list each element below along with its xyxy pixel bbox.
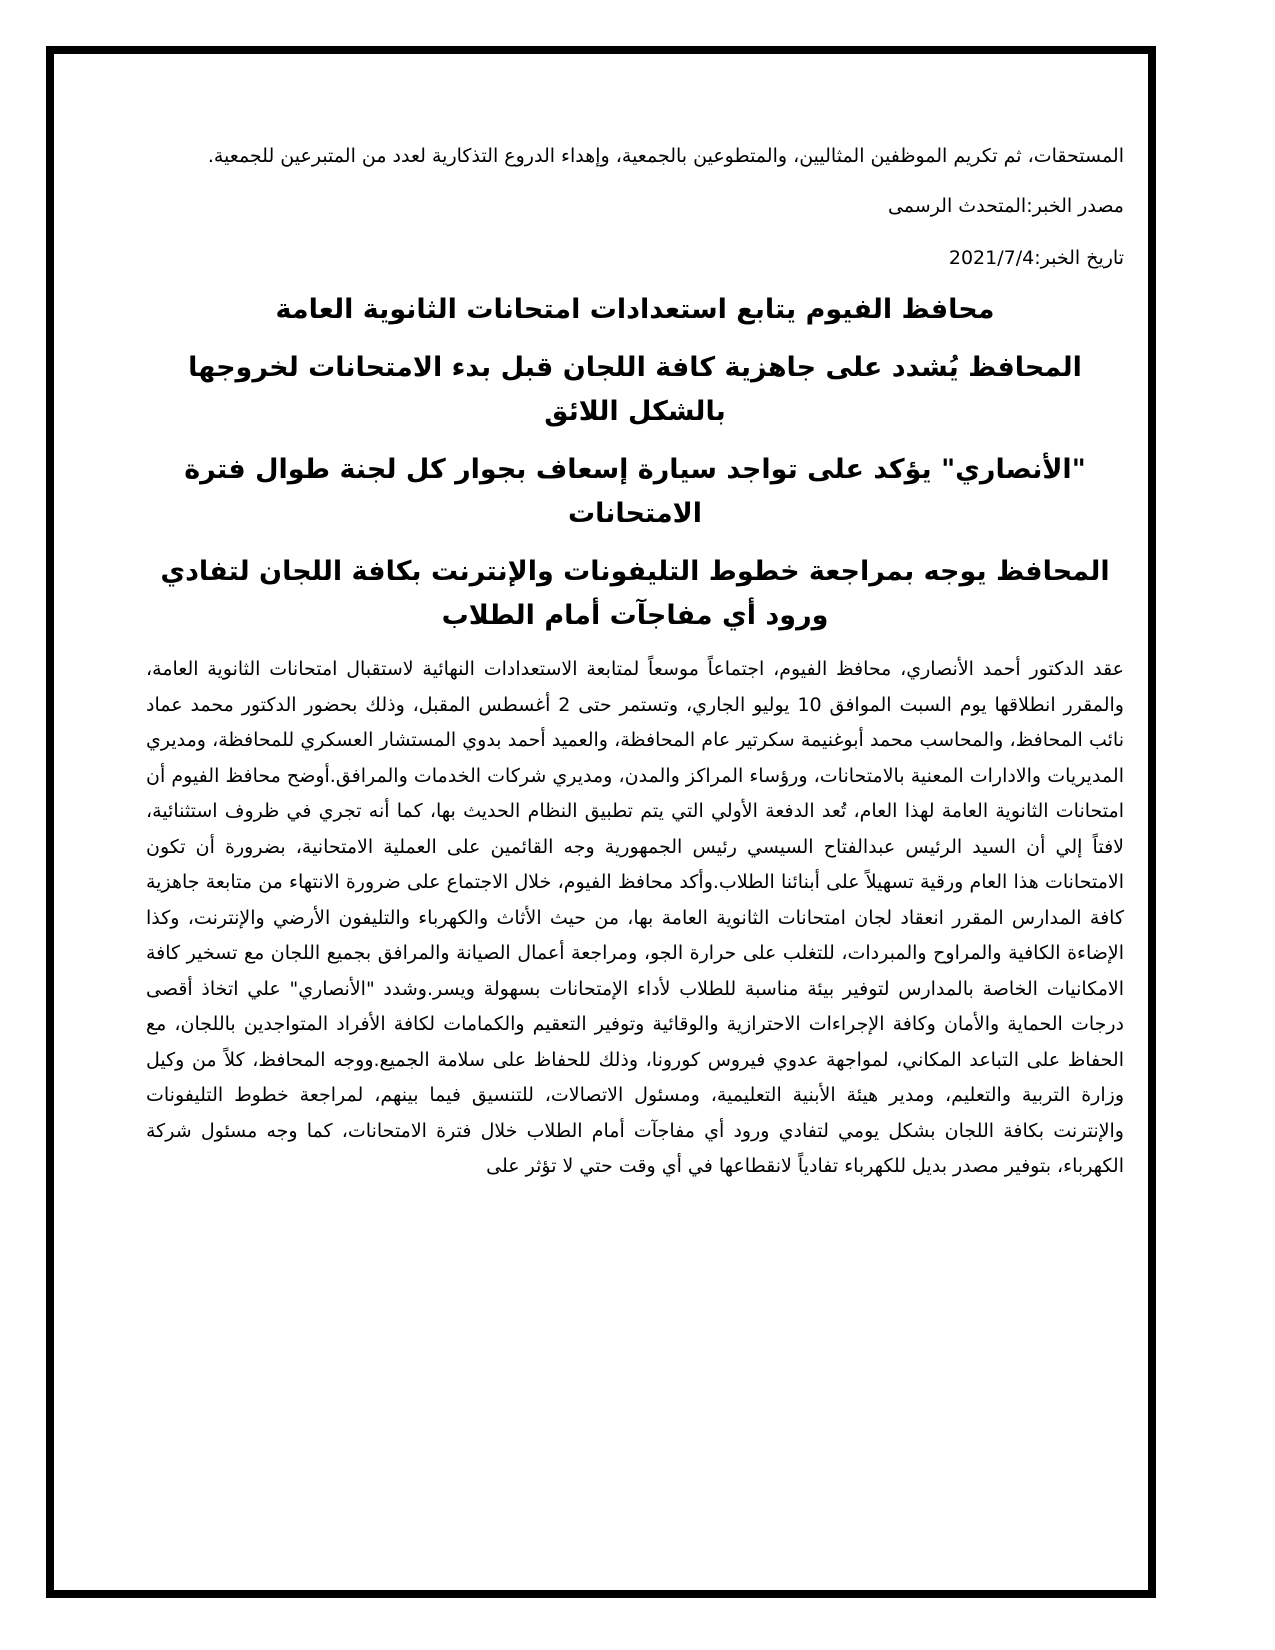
headline-sub-3: المحافظ يوجه بمراجعة خطوط التليفونات والإنترنت بكافة اللجان لتفادي ورود أي مفاجآت أمام الطلاب — [160, 556, 1110, 631]
news-date: تاريخ الخبر:2021/7/4 — [948, 247, 1124, 269]
headline-sub-1: المحافظ يُشدد على جاهزية كافة اللجان قبل بدء الامتحانات لخروجها بالشكل اللائق — [188, 352, 1082, 427]
document-content — [146, 140, 1124, 1185]
intro-paragraph: المستحقات، ثم تكريم الموظفين المثاليين، والمتطوعين بالجمعية، وإهداء الدروع التذكارية لعدد من المتبرعين للجمعية. — [207, 145, 1124, 167]
headline-sub-2: "الأنصاري" يؤكد على تواجد سيارة إسعاف بجوار كل لجنة طوال فترة الامتحانات — [184, 454, 1086, 529]
headline-main: محافظ الفيوم يتابع استعدادات امتحانات الثانوية العامة — [275, 294, 995, 325]
body-paragraph: عقد الدكتور أحمد الأنصاري، محافظ الفيوم، اجتماعاً موسعاً لمتابعة الاستعدادات النهائية لاستقبال امتحانات الثانوية العامة، والمقرر انطلاقها يوم السبت الموافق 10 يوليو الجاري، وتستمر حتى 2 أغسطس المقبل، وذلك بحضور الدكتور محمد عماد نائب المحافظ، والمحاسب محمد أبوغنيمة سكرتير عام المحافظة، والعميد أحمد بدوي المستشار العسكري للمحافظة، ومديري المديريات والادارات المعنية بالامتحانات، ورؤساء المراكز والمدن، ومديري شركات الخدمات والمرافق.أوضح محافظ الفيوم أن امتحانات الثانوية العامة لهذا العام، تُعد الدفعة الأولي التي يتم تطبيق النظام الحديث بها، كما أنه تجري في ظروف استثنائية، لافتاً إلي أن السيد الرئيس عبدالفتاح السيسي رئيس الجمهورية وجه القائمين على العملية الامتحانية، بضرورة أن تكون الامتحانات هذا العام ورقية تسهيلاً على أبنائنا الطلاب.وأكد محافظ الفيوم، خلال الاجتماع على ضرورة الانتهاء من متابعة جاهزية كافة المدارس المقرر انعقاد لجان امتحانات الثانوية العامة بها، من حيث الأثاث والكهرباء والتليفون الأرضي والإنترنت، وكذا الإضاءة الكافية والمراوح والمبردات، للتغلب على حرارة الجو، ومراجعة أعمال الصيانة والمرافق بجميع اللجان مع تسخير كافة الامكانيات الخاصة بالمدارس لتوفير بيئة مناسبة للطلاب لأداء الإمتحانات بسهولة ويسر.وشدد "الأنصاري" علي اتخاذ أقصى درجات الحماية والأمان وكافة الإجراءات الاحترازية والوقائية وتوفير التعقيم والكمامات لكافة الأفراد المتواجدين باللجان، مع الحفاظ على التباعد المكاني، لمواجهة عدوي فيروس كورونا، وذلك للحفاظ على سلامة الجميع.ووجه المحافظ، كلاً من وكيل وزارة التربية والتعليم، ومدير هيئة الأبنية التعليمية، ومسئول الاتصالات، للتنسيق فيما بينهم، لمراجعة خطوط التليفونات والإنترنت بكافة اللجان بشكل يومي لتفادي ورود أي مفاجآت أمام الطلاب خلال فترة الامتحانات، كما وجه مسئول شركة الكهرباء، بتوفير مصدر بديل للكهرباء تفادياً لانقطاعها في أي وقت حتي لا تؤثر على — [146, 658, 1124, 1177]
news-source: مصدر الخبر:المتحدث الرسمى — [887, 195, 1124, 217]
